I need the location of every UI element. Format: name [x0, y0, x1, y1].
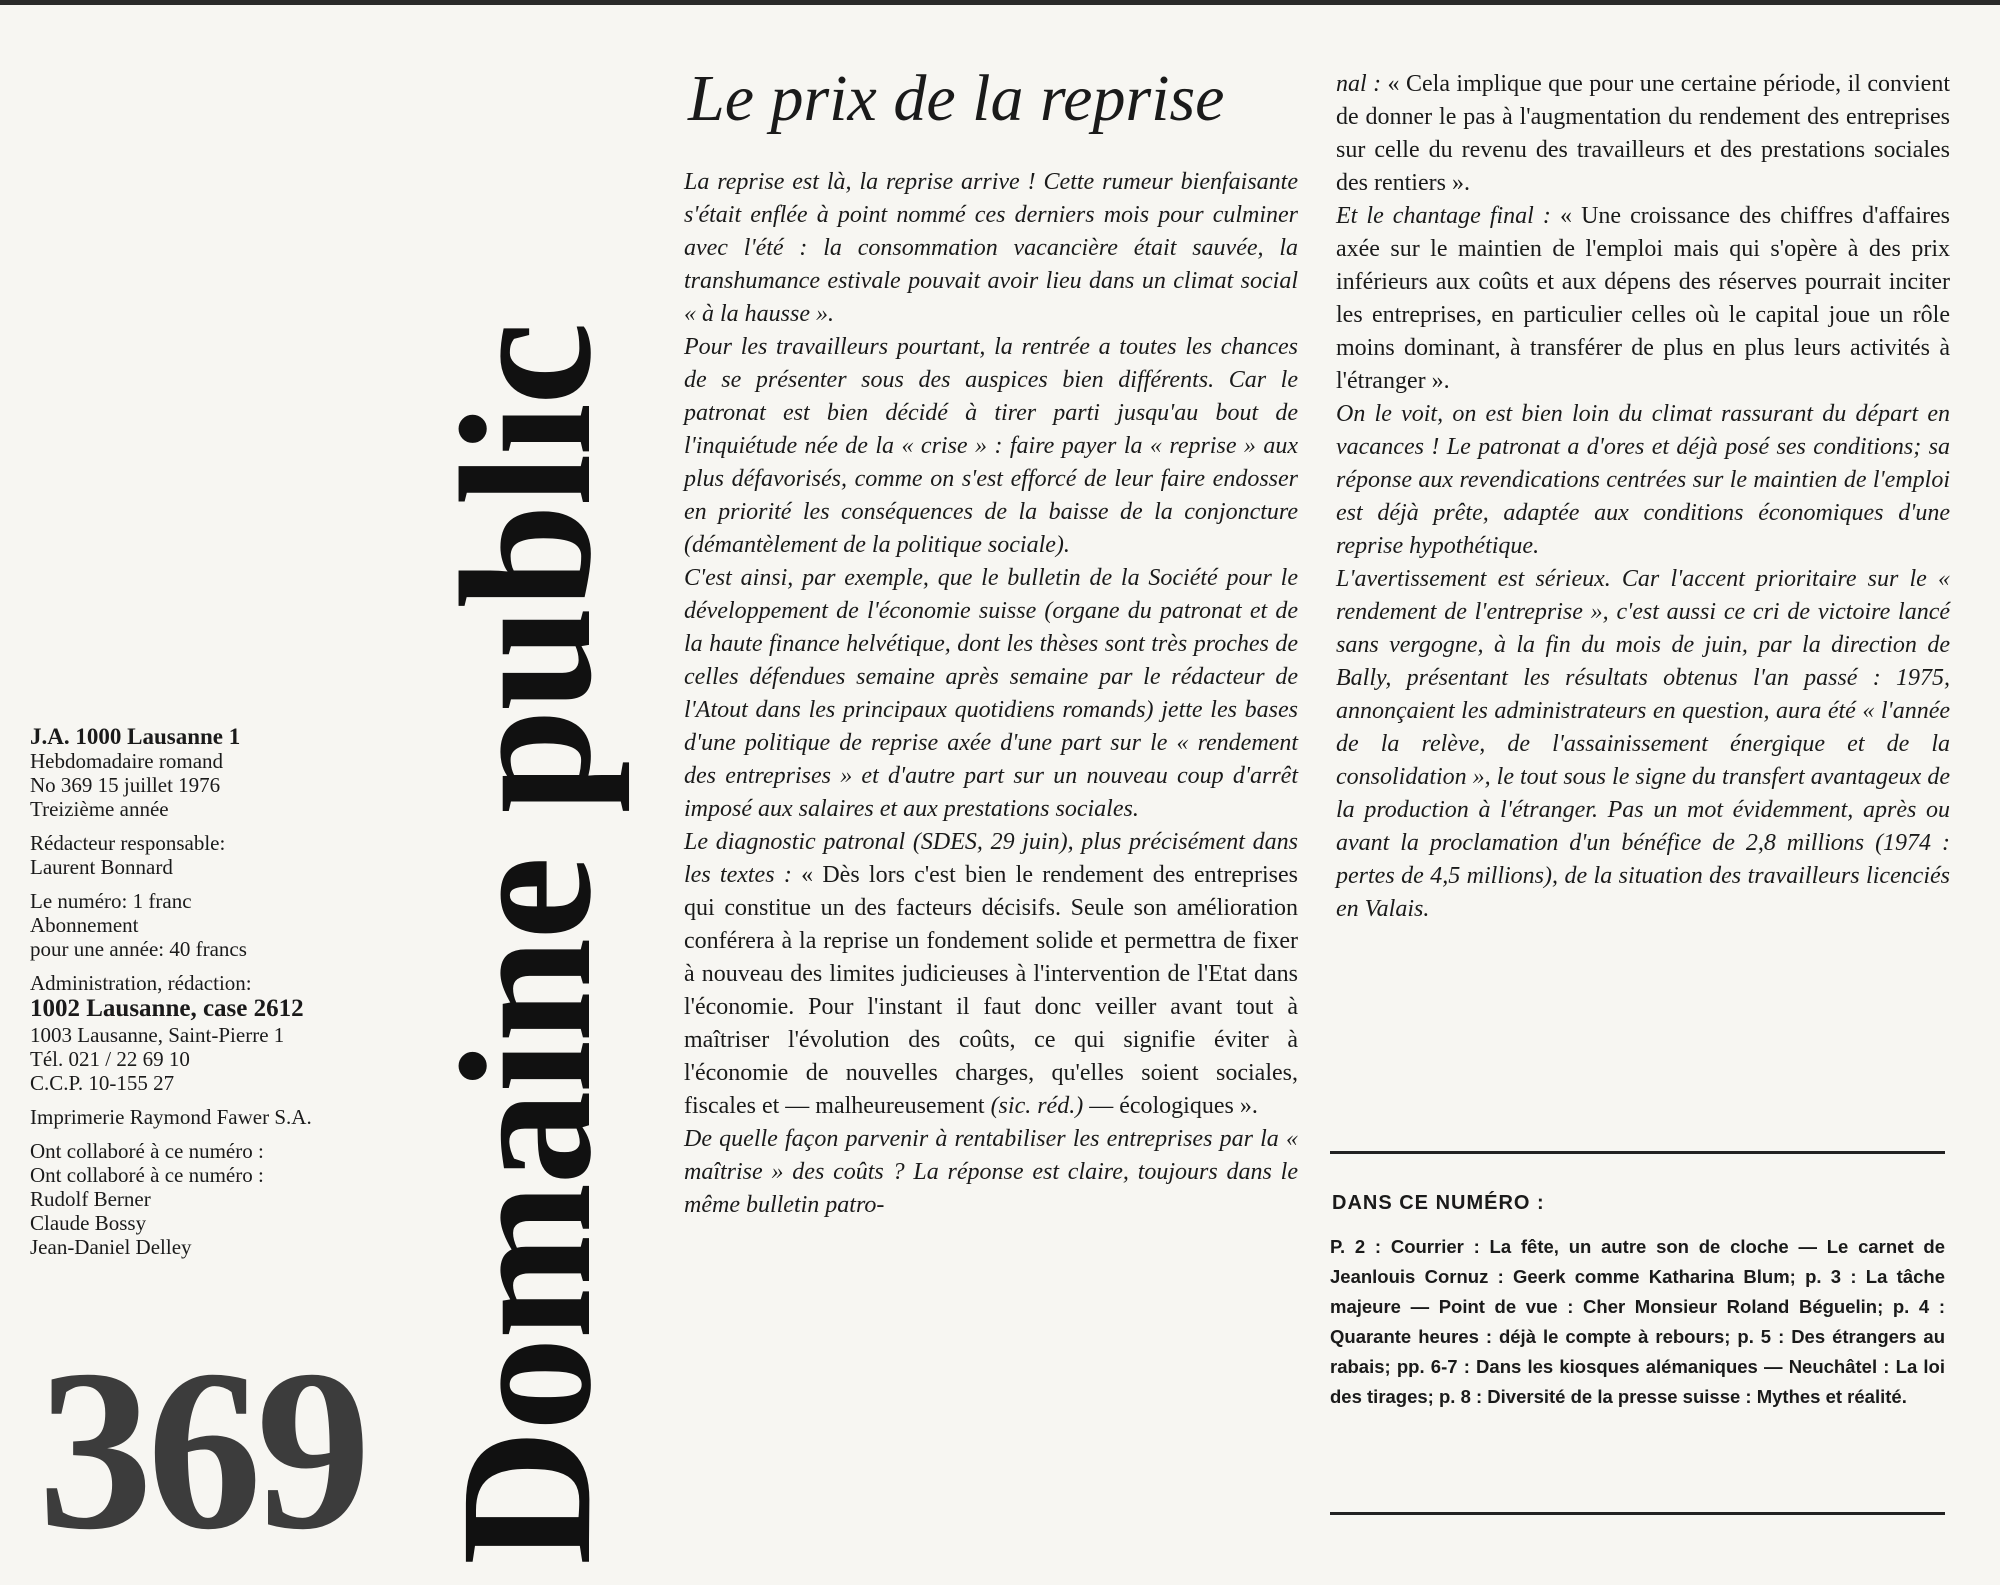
masthead-info: [30, 725, 390, 1259]
article-headline: Le prix de la reprise: [688, 62, 1225, 135]
street-address: 1003 Lausanne, Saint-Pierre 1: [30, 1023, 285, 1047]
quote: « Cela implique que pour une certaine période, il convient de donner le pas à l'augmentation du rendement des entreprises sur celle du revenu des travailleurs et des prestations sociales des rentiers ».: [1336, 71, 1950, 196]
postal-code: J.A. 1000 Lausanne 1: [30, 724, 241, 749]
paragraph: L'avertissement est sérieux. Car l'accent prioritaire sur le « rendement de l'entreprise », c'est aussi ce cri de victoire lancé sans vergogne, à la fin du mois de juin, par la direction de Bally, présentant les résultats obtenus l'an passé : 1975, annonçaient les administrateurs en question, aura été « l'année de la relève, de l'assainissement énergique et de la consolidation », le tout sous le signe du transfert avantageux de la production à l'étranger. Pas un mot évidemment, après ou avant la proclamation d'un bénéfice de 2,8 millions (1974 : pertes de 4,5 millions), de la situation des travailleurs licenciés en Valais.: [1336, 566, 1950, 922]
issue-price: Le numéro: 1 franc: [30, 889, 192, 913]
contents-title: DANS CE NUMÉRO :: [1332, 1192, 1545, 1214]
collaborators-label-repeat: Ont collaboré à ce numéro :: [30, 1163, 264, 1187]
paragraph-intro: nal :: [1336, 71, 1382, 97]
collaborator: Rudolf Berner: [30, 1187, 151, 1211]
paragraph: [1336, 200, 1950, 398]
publication-year: Treizième année: [30, 797, 169, 821]
paragraph-intro: Et le chantage final :: [1336, 203, 1551, 229]
paragraph: [684, 826, 1298, 1123]
collaborator: Claude Bossy: [30, 1211, 147, 1235]
contents-list: P. 2 : Courrier : La fête, un autre son de cloche — Le carnet de Jeanlouis Cornuz : Geerk comme Katharina Blum; p. 3 : La tâche majeure — Point de vue : Cher Monsieur Roland Béguelin; p. 4 : Quarante heures : déjà le compte à rebours; p. 5 : Des étrangers au rabais; pp. 6-7 : Dans les kiosques alémaniques — Neuchâtel : La loi des tirages; p. 8 : Diversité de la presse suisse : Mythes et réalité.: [1330, 1236, 1945, 1407]
phone: Tél. 021 / 22 69 10: [30, 1047, 190, 1071]
article-column-2: [1336, 68, 1950, 926]
paragraph: On le voit, on est bien loin du climat rassurant du départ en vacances ! Le patronat a d'ores et déjà posé ses conditions; sa réponse aux revendications centrées sur le maintien de l'emploi est déjà prête, adaptée aux conditions économiques d'une reprise hypothétique.: [1336, 401, 1950, 559]
top-border: [0, 0, 2000, 5]
subscription-price: pour une année: 40 francs: [30, 937, 247, 961]
admin-label: Administration, rédaction:: [30, 971, 252, 995]
admin-address: 1002 Lausanne, case 2612: [30, 995, 304, 1022]
issue-date: No 369 15 juillet 1976: [30, 773, 221, 797]
paragraph: De quelle façon parvenir à rentabiliser les entreprises par la « maîtrise » des coûts ? La réponse est claire, toujours dans le même bulletin patro-: [684, 1126, 1298, 1218]
publication-type: Hebdomadaire romand: [30, 749, 224, 773]
paragraph: C'est ainsi, par exemple, que le bulletin de la Société pour le développement de l'économie suisse (organe du patronat et de la haute finance helvétique, dont les thèses sont très proches de celles défendues semaine après semaine par le rédacteur de l'Atout dans les principaux quotidiens romands) jette les bases d'une politique de reprise axée d'une part sur le « rendement des entreprises » et d'autre part sur un nouveau coup d'arrêt imposé aux salaires et aux prestations sociales.: [684, 565, 1298, 822]
quote: « Une croissance des chiffres d'affaires axée sur le maintien de l'emploi mais qui s'opère à des prix inférieurs aux coûts et aux dépens des réserves pourrait inciter les entreprises, en particulier celles où le capital joue un rôle moins dominant, à transférer de plus en plus leurs activités à l'étranger ».: [1336, 203, 1950, 394]
paragraph: La reprise est là, la reprise arrive ! Cette rumeur bienfaisante s'était enflée à point nommé ces derniers mois pour culminer avec l'été : la consommation vacancière était sauvée, la transhumance estivale pouvait avoir lieu dans un climat social « à la hausse ».: [684, 169, 1298, 327]
paragraph-intro: Le diagnostic patronal (SDES, 29 juin), plus précisément dans les textes :: [684, 829, 1298, 888]
issue-number-large: 369: [38, 1322, 365, 1577]
quote-end: — écologiques ».: [1089, 1093, 1258, 1119]
divider-bottom: [1330, 1512, 1945, 1515]
editor-name: Laurent Bonnard: [30, 855, 173, 879]
paragraph: [1336, 68, 1950, 200]
postal-account: C.C.P. 10-155 27: [30, 1071, 175, 1095]
collaborator: Jean-Daniel Delley: [30, 1235, 192, 1259]
editor-note: (sic. réd.): [990, 1093, 1084, 1119]
collaborators-label: Ont collaboré à ce numéro :: [30, 1139, 264, 1163]
printer: Imprimerie Raymond Fawer S.A.: [30, 1105, 312, 1129]
quote: « Dès lors c'est bien le rendement des entreprises qui constitue un des facteurs décisifs. Seule son amélioration conférera à la reprise un fondement solide et permettra de fixer à nouveau des limites judicieuses à l'intervention de l'Etat dans l'économie. Pour l'instant il faut donc veiller avant tout à maîtriser l'évolution des coûts, ce qui signifie éviter à l'économie de nouvelles charges, qu'elles soient sociales, fiscales et — malheureusement: [684, 862, 1298, 1119]
paragraph: Pour les travailleurs pourtant, la rentrée a toutes les chances de se présenter sous des auspices bien différents. Car le patronat est bien décidé à tirer parti jusqu'au bout de l'inquiétude née de la « crise » : faire payer la « reprise » aux plus défavorisés, comme on s'est efforcé de leur faire endosser en priorité les conséquences de la baisse de la conjoncture (démantèlement de la politique sociale).: [684, 334, 1298, 558]
divider-top: [1330, 1151, 1945, 1154]
masthead-title: Domaine public: [421, 323, 630, 1565]
editor-label: Rédacteur responsable:: [30, 831, 226, 855]
article-column-1: [684, 166, 1298, 1222]
subscription-label: Abonnement: [30, 913, 139, 937]
